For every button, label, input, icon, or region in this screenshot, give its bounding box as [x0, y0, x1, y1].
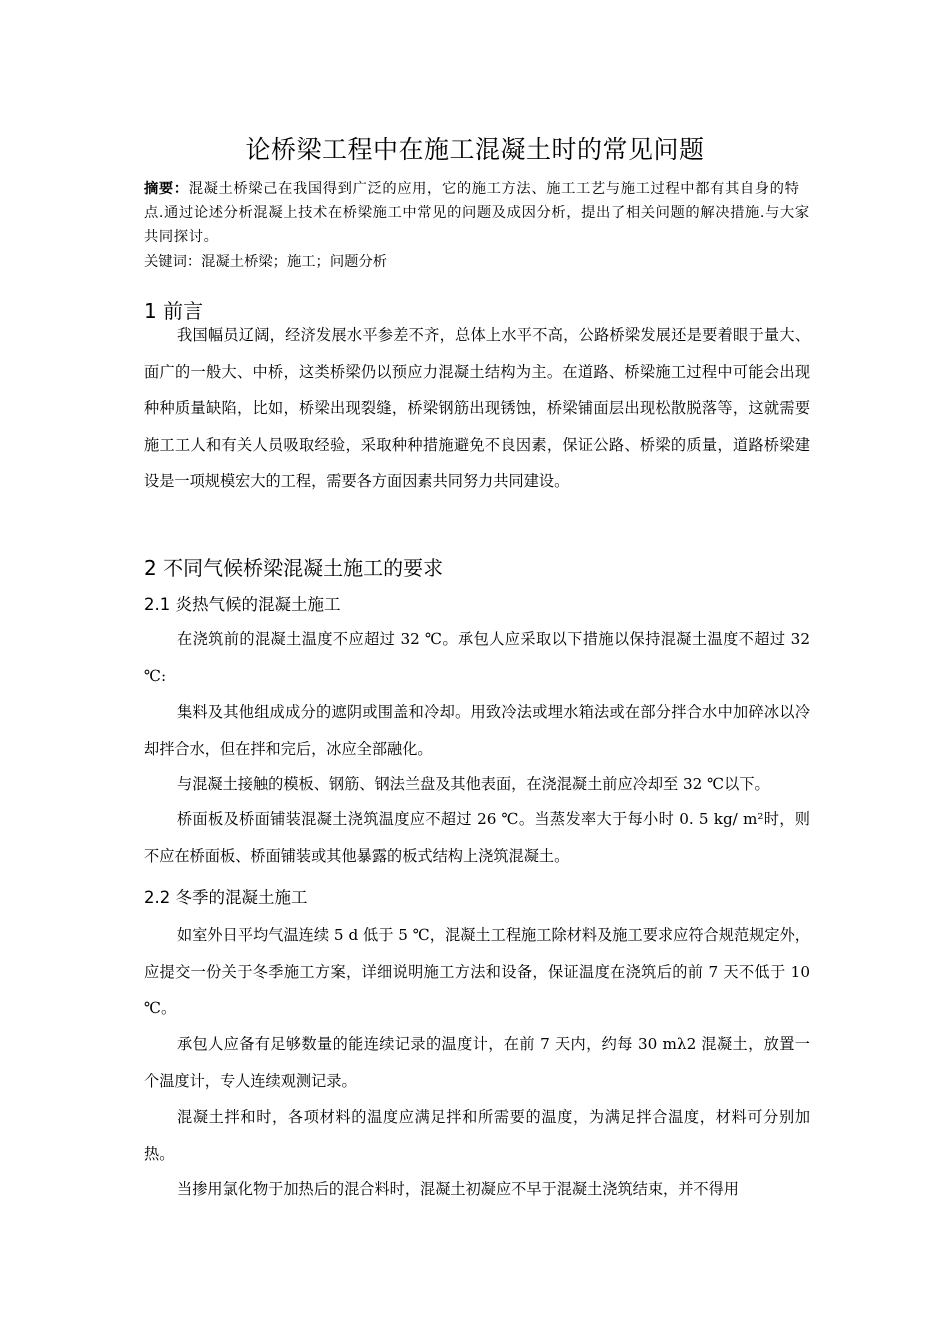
section-2-1-heading: 2.1 炎热气候的混凝土施工: [144, 595, 341, 614]
section-1-paragraph: 我国幅员辽阔，经济发展水平参差不齐，总体上水平不高，公路桥梁发展还是要着眼于量大、面广的一般大、中桥，这类桥梁仍以预应力混凝土结构为主。在道路、桥梁施工过程中可能会出现种种质量缺陷，比如，桥梁出现裂缝，桥梁钢筋出现锈蚀，桥梁铺面层出现松散脱落等，这就需要施工工人和有关人员吸取经验，采取种种措施避免不良因素，保证公路、桥梁的质量，道路桥梁建设是一项规模宏大的工程，需要各方面因素共同努力共同建设。: [144, 326, 810, 490]
section-2-2-paragraph-1: 如室外日平均气温连续 5 d 低于 5 ℃，混凝土工程施工除材料及施工要求应符合规范规定外，应提交一份关于冬季施工方案，详细说明施工方法和设备，保证温度在浇筑后的前 7 天不低于 10 ℃。: [144, 926, 810, 1017]
abstract-text: 混凝土桥梁己在我国得到广泛的应用，它的施工方法、施工工艺与施工过程中都有其自身的特点.通过论述分析混凝上技术在桥梁施工中常见的问题及成因分析，提出了相关问题的解决措施.与大家共同探讨。: [144, 181, 810, 245]
keywords: 关键词：混凝土桥梁；施工；问题分析: [144, 254, 388, 270]
section-2-1-paragraph-3: 与混凝土接触的模板、钢筋、钢法兰盘及其他表面，在浇混凝土前应冷却至 32 ℃以下。: [177, 775, 770, 793]
section-2-1-paragraph-4: 桥面板及桥面铺装混凝土浇筑温度应不超过 26 ℃。当蒸发率大于每小时 0. 5 kg/ m²时，则不应在桥面板、桥面铺装或其他暴露的板式结构上浇筑混凝土。: [144, 810, 810, 865]
abstract: [144, 177, 810, 249]
section-2-2-paragraph-4: 当掺用氯化物于加热后的混合料时，混凝土初凝应不早于混凝土浇筑结束，并不得用: [177, 1180, 739, 1198]
section-2-1-paragraph-2: 集料及其他组成成分的遮阴或围盖和冷却。用致冷法或埋水箱法或在部分拌合水中加碎冰以冷却拌合水，但在拌和完后，冰应全部融化。: [144, 703, 810, 758]
abstract-label: 摘要：: [144, 181, 189, 197]
section-2-2-heading: 2.2 冬季的混凝土施工: [144, 888, 308, 907]
paper-title: 论桥梁工程中在施工混凝土时的常见问题: [245, 135, 705, 164]
section-2-1-paragraph-1: 在浇筑前的混凝土温度不应超过 32 ℃。承包人应采取以下措施以保持混凝土温度不超过 32 ℃:: [144, 630, 810, 685]
section-1-heading: 1 前言: [144, 299, 204, 323]
section-2-2-paragraph-2: 承包人应备有足够数量的能连续记录的温度计，在前 7 天内，约每 30 mλ2 混凝土，放置一个温度计，专人连续观测记录。: [144, 1035, 810, 1090]
section-2-heading: 2 不同气候桥梁混凝土施工的要求: [144, 556, 444, 580]
section-2-2-paragraph-3: 混凝土拌和时，各项材料的温度应满足拌和所需要的温度，为满足拌合温度，材料可分别加热。: [144, 1108, 810, 1163]
